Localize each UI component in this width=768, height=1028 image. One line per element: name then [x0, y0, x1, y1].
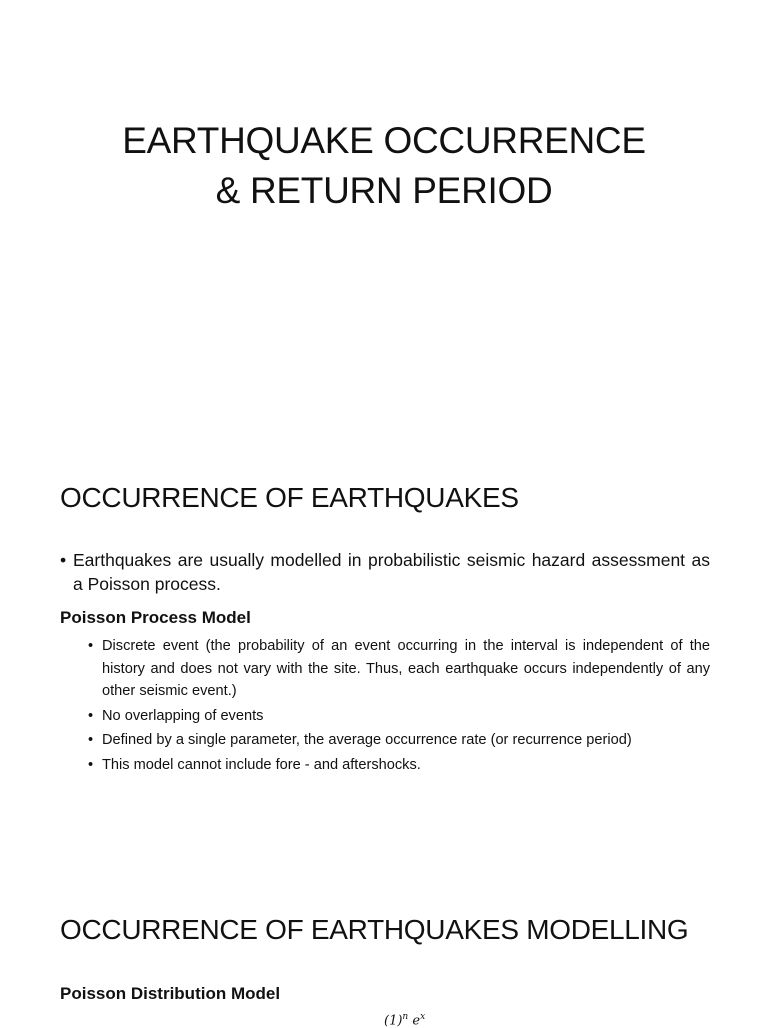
title-line-1: EARTHQUAKE OCCURRENCE: [122, 120, 646, 161]
formula-exponent-x: x: [420, 1012, 426, 1022]
section-title: OCCURRENCE OF EARTHQUAKES: [60, 482, 519, 513]
presentation-title: [0, 116, 768, 216]
formula-base: (1): [384, 1013, 403, 1028]
poisson-formula: $(1)^n$ $e^x$: [384, 1012, 426, 1028]
sub-bullet: • This model cannot include fore - and aftershocks.: [88, 754, 710, 777]
sub-heading: Poisson Distribution Model: [60, 984, 281, 1003]
sub-heading: Poisson Process Model: [60, 608, 251, 627]
sub-bullet: • No overlapping of events: [88, 705, 710, 728]
sub-bullet: • Defined by a single parameter, the average occurrence rate (or recurrence period): [88, 729, 710, 752]
sub-bullet: • Discrete event (the probability of an event occurring in the interval is independent of the history and does not vary with the site. Thus, each earthquake occurs independently of any other seismic event.): [88, 635, 710, 703]
sub-bullet-list: [88, 635, 710, 778]
main-bullet-list: [60, 548, 710, 596]
formula-exponent-n: n: [402, 1012, 409, 1022]
slide-occurrence: [0, 440, 768, 880]
main-bullet: • Earthquakes are usually modelled in probabilistic seismic hazard assessment as a Poisson process.: [60, 548, 710, 596]
title-line-2: & RETURN PERIOD: [215, 170, 553, 211]
slide-modelling: [0, 880, 768, 1028]
section-title: OCCURRENCE OF EARTHQUAKES MODELLING: [60, 914, 689, 945]
slide-title: [0, 0, 768, 440]
